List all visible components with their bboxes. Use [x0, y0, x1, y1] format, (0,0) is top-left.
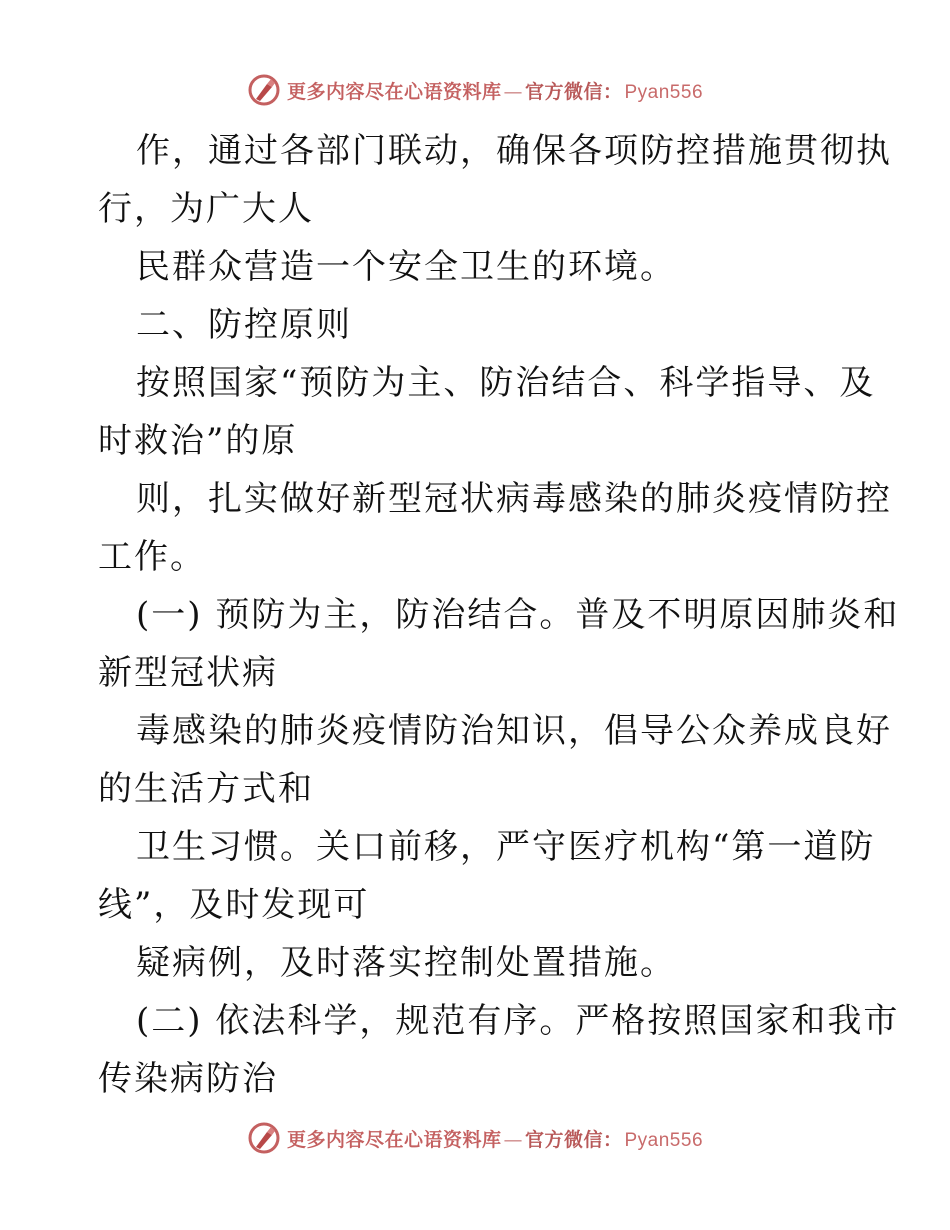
- body-line: (一) 预防为主，防治结合。普及不明原因肺炎和: [136, 595, 900, 635]
- pen-nib-logo-icon: [247, 1121, 281, 1155]
- body-line: 传染病防治: [98, 1059, 278, 1099]
- body-line: 疑病例，及时落实控制处置措施。: [136, 943, 676, 983]
- body-line: 工作。: [98, 537, 206, 577]
- body-line: 时救治”的原: [98, 421, 298, 461]
- pen-nib-logo-icon: [247, 73, 281, 107]
- footer-banner: [0, 1118, 950, 1158]
- banner-text: [287, 1125, 703, 1152]
- banner-wechat-id: Pyan556: [624, 81, 704, 103]
- banner-wechat-id: Pyan556: [624, 1129, 704, 1151]
- banner-dash: —: [503, 1128, 523, 1151]
- body-line: 按照国家“预防为主、防治结合、科学指导、及: [136, 363, 876, 403]
- banner-main-text: 更多内容尽在心语资料库: [286, 1128, 502, 1151]
- body-line: 新型冠状病: [98, 653, 278, 693]
- body-line: 行，为广大人: [98, 189, 314, 229]
- banner-wechat-label: 官方微信：: [524, 80, 623, 103]
- body-line: 毒感染的肺炎疫情防治知识，倡导公众养成良好: [136, 711, 892, 751]
- banner-dash: —: [503, 80, 523, 103]
- body-line: 则，扎实做好新型冠状病毒感染的肺炎疫情防控: [136, 479, 892, 519]
- banner-wechat-label: 官方微信：: [524, 1128, 623, 1151]
- header-banner: [0, 70, 950, 110]
- document-body: [98, 122, 900, 1108]
- banner-main-text: 更多内容尽在心语资料库: [286, 80, 502, 103]
- body-line: 卫生习惯。关口前移，严守医疗机构“第一道防: [136, 827, 876, 867]
- body-line: (二) 依法科学，规范有序。严格按照国家和我市: [136, 1001, 900, 1041]
- banner-text: [287, 77, 703, 104]
- section-heading: 二、防控原则: [136, 305, 352, 345]
- body-line: 线”，及时发现可: [98, 885, 370, 925]
- body-line: 民群众营造一个安全卫生的环境。: [136, 247, 676, 287]
- body-line: 作，通过各部门联动，确保各项防控措施贯彻执: [136, 131, 892, 171]
- body-line: 的生活方式和: [98, 769, 314, 809]
